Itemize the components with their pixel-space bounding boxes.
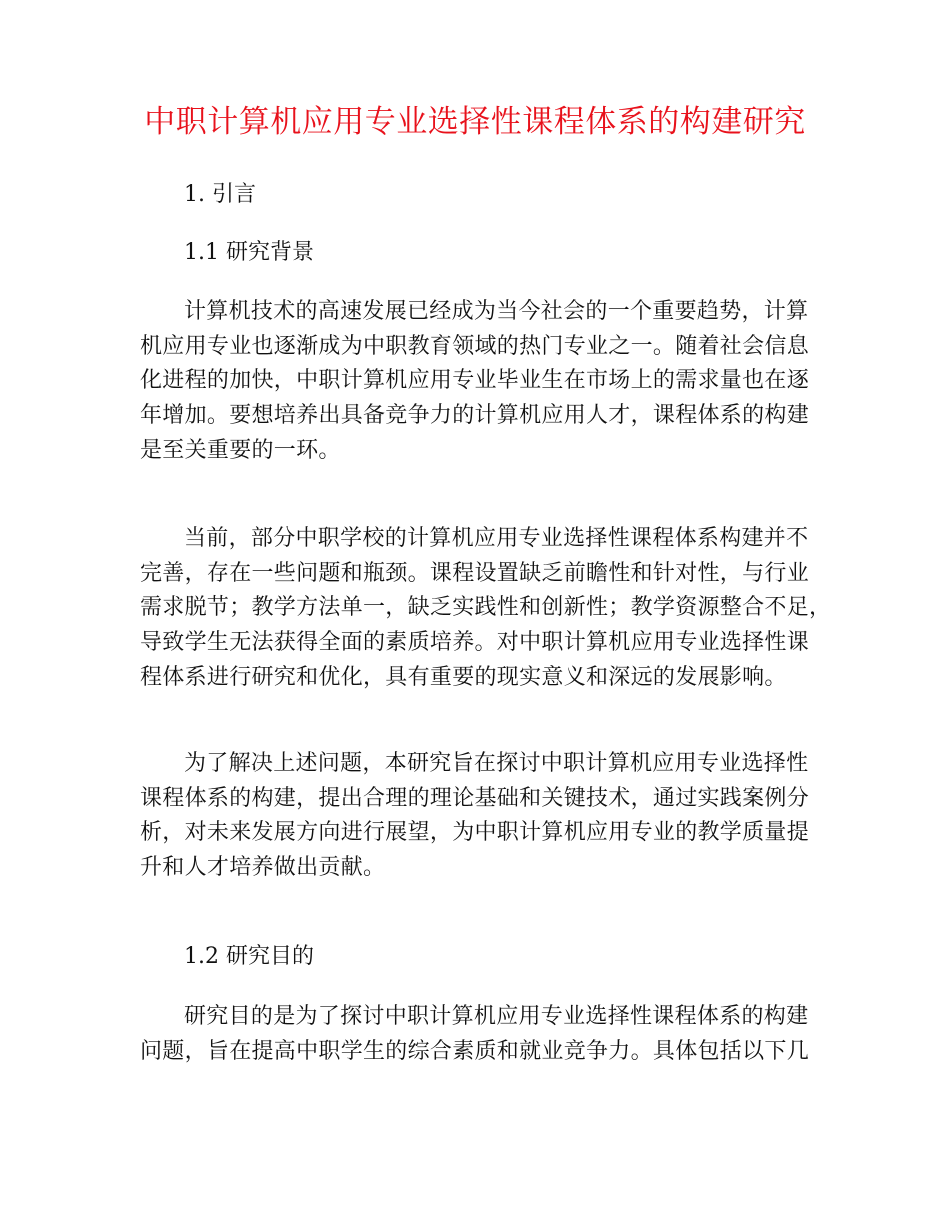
paragraph-line: 年增加。要想培养出具备竞争力的计算机应用人才，课程体系的构建 xyxy=(140,403,810,429)
paragraph-line: 当前，部分中职学校的计算机应用专业选择性课程体系构建并不 xyxy=(184,526,809,551)
paragraph-line: 为了解决上述问题，本研究旨在探讨中职计算机应用专业选择性 xyxy=(184,751,809,776)
paragraph-line: 机应用专业也逐渐成为中职教育领域的热门专业之一。随着社会信息 xyxy=(140,333,810,359)
paragraph-line: 研究目的是为了探讨中职计算机应用专业选择性课程体系的构建 xyxy=(184,1004,809,1029)
paragraph-background-1 xyxy=(140,295,810,468)
paragraph-line: 化进程的加快，中职计算机应用专业毕业生在市场上的需求量也在逐 xyxy=(140,368,810,394)
paragraph-line: 导致学生无法获得全面的素质培养。对中职计算机应用专业选择性课 xyxy=(140,630,810,656)
paragraph-background-2 xyxy=(140,522,832,695)
paragraph-line: 需求脱节；教学方法单一，缺乏实践性和创新性；教学资源整合不足， xyxy=(140,595,832,621)
paragraph-line: 课程体系的构建，提出合理的理论基础和关键技术，通过实践案例分 xyxy=(140,785,810,811)
section-heading-research-background: 1.1 研究背景 xyxy=(184,240,314,265)
paragraph-line: 析，对未来发展方向进行展望，为中职计算机应用专业的教学质量提 xyxy=(140,820,810,846)
paragraph-line: 程体系进行研究和优化，具有重要的现实意义和深远的发展影响。 xyxy=(140,664,787,690)
section-heading-research-purpose: 1.2 研究目的 xyxy=(184,944,314,969)
section-heading-introduction: 1. 引言 xyxy=(184,182,256,207)
paragraph-purpose-1 xyxy=(140,1000,810,1069)
paragraph-line: 计算机技术的高速发展已经成为当今社会的一个重要趋势，计算 xyxy=(184,299,809,324)
paragraph-background-3 xyxy=(140,747,810,886)
paragraph-line: 是至关重要的一环。 xyxy=(140,437,341,463)
paragraph-line: 完善，存在一些问题和瓶颈。课程设置缺乏前瞻性和针对性，与行业 xyxy=(140,560,810,586)
document-title: 中职计算机应用专业选择性课程体系的构建研究 xyxy=(144,104,806,140)
paragraph-line: 升和人才培养做出贡献。 xyxy=(140,855,386,881)
paragraph-line: 问题，旨在提高中职学生的综合素质和就业竞争力。具体包括以下几 xyxy=(140,1038,810,1064)
